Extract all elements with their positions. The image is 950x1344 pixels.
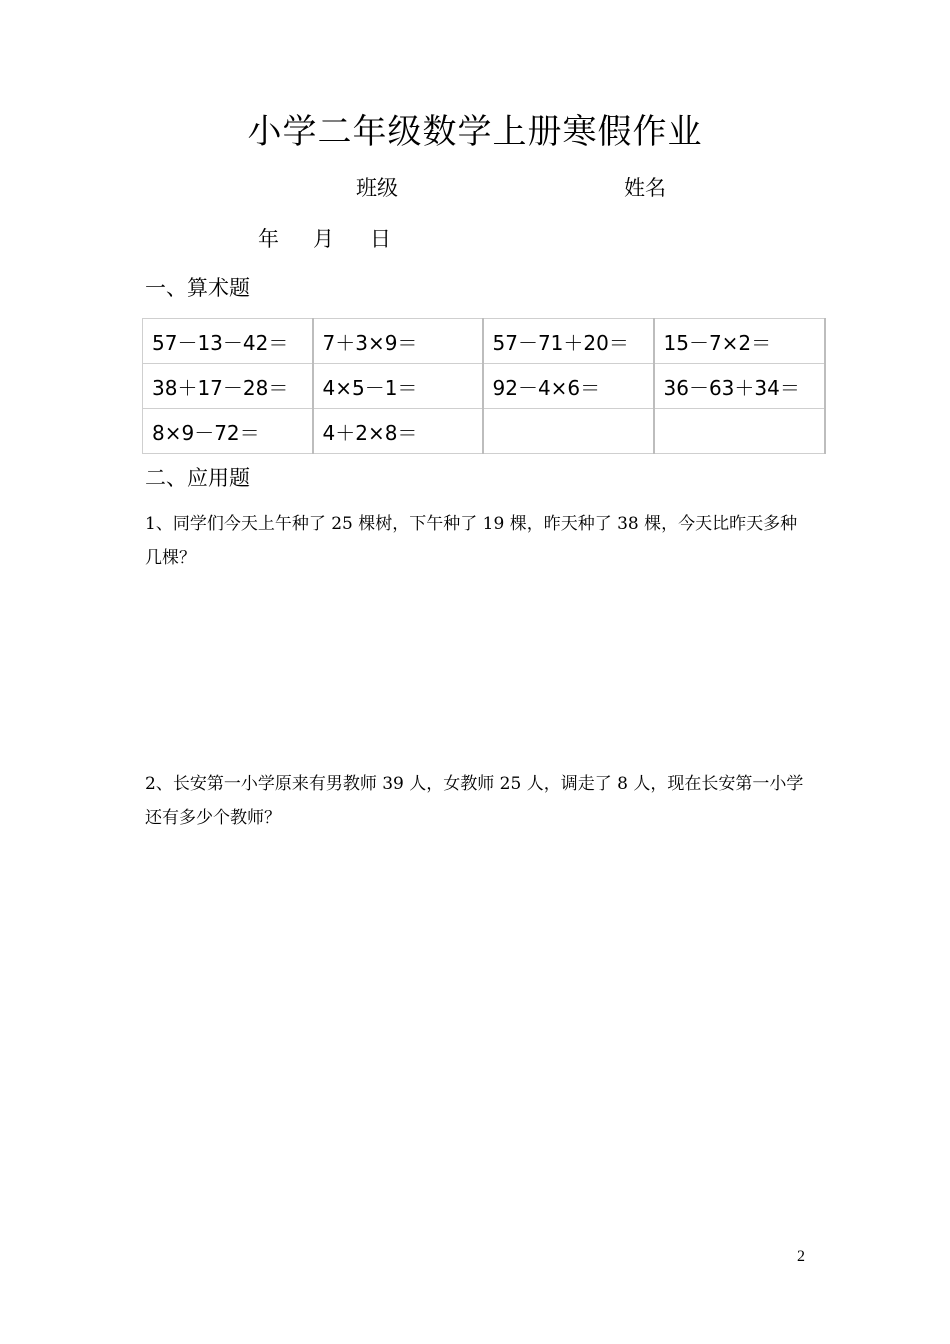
section-arithmetic-heading: 一、算术题	[145, 276, 250, 300]
table-cell: 7＋3×9＝	[313, 319, 483, 364]
page-number: 2	[797, 1248, 805, 1265]
section-word-problems-heading: 二、应用题	[145, 466, 250, 490]
word-problem-2: 2、长安第一小学原来有男教师 39 人，女教师 25 人，调走了 8 人，现在长安第一小学还有多少个教师？	[145, 774, 804, 828]
table-cell: 38＋17－28＝	[143, 364, 313, 409]
arithmetic-table	[142, 318, 826, 454]
name-label: 姓名	[624, 176, 666, 200]
word-problem-1: 1、同学们今天上午种了 25 棵树，下午种了 19 棵，昨天种了 38 棵，今天比昨天多种几棵？	[145, 514, 798, 568]
table-row	[143, 409, 825, 454]
table-cell: 36－63＋34＝	[654, 364, 825, 409]
table-cell	[654, 409, 825, 454]
year-label: 年	[258, 227, 279, 251]
day-label: 日	[370, 227, 391, 251]
table-cell: 15－7×2＝	[654, 319, 825, 364]
table-row	[143, 319, 825, 364]
table-cell: 4×5－1＝	[313, 364, 483, 409]
table-cell: 92－4×6＝	[483, 364, 654, 409]
table-cell	[483, 409, 654, 454]
table-cell: 57－13－42＝	[143, 319, 313, 364]
table-cell: 4＋2×8＝	[313, 409, 483, 454]
class-label: 班级	[356, 176, 398, 200]
table-cell: 57－71＋20＝	[483, 319, 654, 364]
month-label: 月	[313, 227, 334, 251]
table-cell: 8×9－72＝	[143, 409, 313, 454]
table-row	[143, 364, 825, 409]
page-title: 小学二年级数学上册寒假作业	[247, 112, 703, 152]
